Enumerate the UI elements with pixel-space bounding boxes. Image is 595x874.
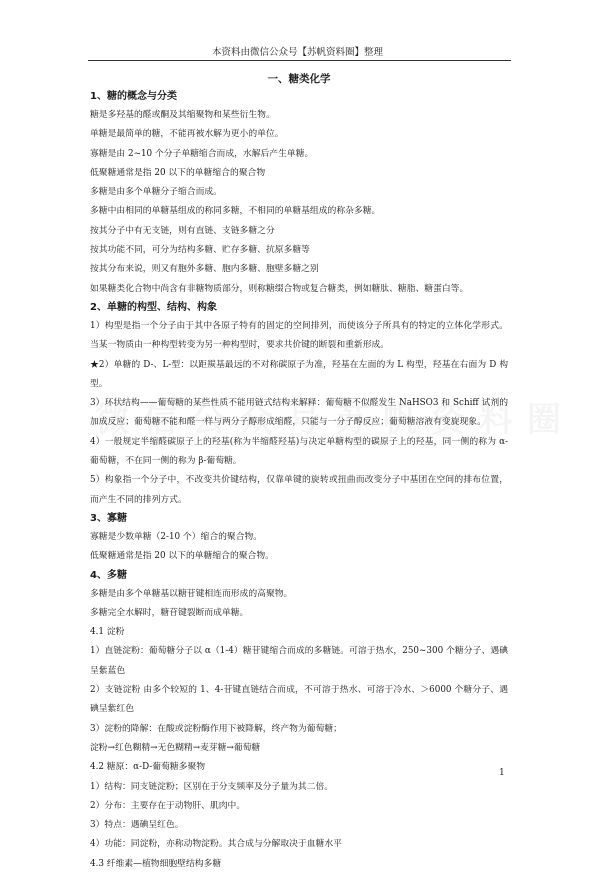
paragraph: 多糖是由多个单糖基以糖苷键相连而形成的高聚物。 (90, 588, 293, 599)
page-number: 1 (499, 768, 505, 778)
section-1-body (90, 106, 508, 299)
paragraph: 单糖是最简单的糖，不能再被水解为更小的单位。 (90, 129, 284, 140)
section-heading: 3、寡糖 (90, 512, 127, 524)
paragraph: 2）支链淀粉 由多个较短的 1、4-苷键直链结合而成，不可溶于热水、可溶于冷水、＞6000 个糖分子、遇碘呈紫红色 (90, 685, 508, 715)
page-header: 本资料由微信公众号【苏帆资料圈】整理 (211, 47, 383, 58)
paragraph: 按其功能不同，可分为结构多糖、贮存多糖、抗原多糖等 (90, 245, 310, 256)
paragraph: 多糖是由多个单糖分子缩合而成。 (90, 187, 222, 198)
document-body (90, 70, 508, 874)
paragraph: 2）分布：主要存在于动物肝、肌肉中。 (90, 800, 246, 811)
header-divider (88, 60, 511, 61)
paragraph: 4）一般规定半缩醛碳原子上的羟基(称为半缩醛羟基)与决定单糖构型的碳原子上的羟基，同一侧的称为 α-葡萄糖，不在同一侧的称为 β-葡萄糖。 (90, 436, 508, 467)
paragraph: 低聚糖通常是指 20 以下的单糖缩合的聚合物 (90, 167, 266, 178)
subheading: 4.1 淀粉 (90, 627, 125, 638)
paragraph: 多糖完全水解时，糖苷键裂断而成单糖。 (90, 607, 249, 618)
subheading: 4.2 糖原：α-D-葡萄糖多聚物 (90, 762, 206, 773)
paragraph: ★2）单糖的 D-、L-型：以距羰基最远的不对称碳原子为准，羟基在左面的为 L 构型，羟基在右面为 D 构型。 (90, 359, 508, 389)
section-2-body (90, 317, 508, 510)
paragraph: 低聚糖通常是指 20 以下的单糖缩合的聚合物。 (90, 551, 274, 562)
section-3-body (90, 528, 508, 567)
subheading: 4.3 纤维素—植物细胞壁结构多糖 (90, 858, 222, 869)
paragraph: 5）构象指一个分子中，不改变共价键结构，仅靠单键的旋转或扭曲而改变分子中基团在空间的排布位置，而产生不同的排列方式。 (90, 475, 508, 505)
paragraph: 寡糖是少数单糖（2-10 个）缩合的聚合物。 (90, 531, 263, 542)
paragraph: 3）环状结构——葡萄糖的某些性质不能用链式结构来解释：葡萄糖不似醛发生 NaHSO3 和 Schiff 试剂的加成反应；葡萄糖不能和醛一样与两分子醇形成缩醛，只能与一分子醇反应；葡萄糖溶液有变旋现象。 (90, 398, 508, 428)
document-title: 一、糖类化学 (267, 73, 331, 85)
paragraph: 如果糖类化合物中尚含有非糖物质部分，则称糖缀合物或复合糖类，例如糖肽、糖脂、糖蛋白等。 (90, 283, 469, 294)
paragraph: 1）构型是指一个分子由于其中各原子特有的固定的空间排列，而使该分子所具有的特定的立体化学形式。当某一物质由一种构型转变为另一种构型时，要求共价键的断裂和重新形成。 (90, 320, 508, 351)
paragraph: 按其分布来说，则又有胞外多糖、胞内多糖、胞壁多糖之别 (90, 264, 319, 275)
paragraph: 3）淀粉的降解：在酸或淀粉酶作用下被降解，终产物为葡萄糖； (90, 723, 342, 734)
paragraph: 多糖中由相同的单糖基组成的称同多糖，不相同的单糖基组成的称杂多糖。 (90, 206, 381, 217)
paragraph: 寡糖是由 2~10 个分子单糖缩合而成，水解后产生单糖。 (90, 148, 314, 159)
paragraph: 4）功能：同淀粉，亦称动物淀粉。其合成与分解取决于血糖水平 (90, 839, 342, 850)
paragraph: 糖是多羟基的醛或酮及其缩聚物和某些衍生物。 (90, 110, 275, 120)
section-heading: 1、糖的概念与分类 (90, 91, 177, 102)
section-heading: 4、多糖 (90, 569, 127, 581)
section-4-body (90, 585, 508, 874)
paragraph: 3）特点：遇碘呈红色。 (90, 820, 184, 831)
paragraph: 1）直链淀粉：葡萄糖分子以 α（1-4）糖苷键缩合而成的多糖链。可溶于热水，250~300 个糖分子、遇碘呈紫蓝色 (90, 646, 508, 676)
paragraph: 1）结构：同支链淀粉；区别在于分支频率及分子量为其二倍。 (90, 781, 334, 792)
paragraph: 淀粉→红色糊精→无色糊精→麦芽糖→葡萄糖 (90, 742, 261, 753)
section-heading: 2、单糖的构型、结构、构象 (90, 301, 217, 313)
paragraph: 按其分子中有无支链，则有直链、支链多糖之分 (90, 225, 275, 236)
